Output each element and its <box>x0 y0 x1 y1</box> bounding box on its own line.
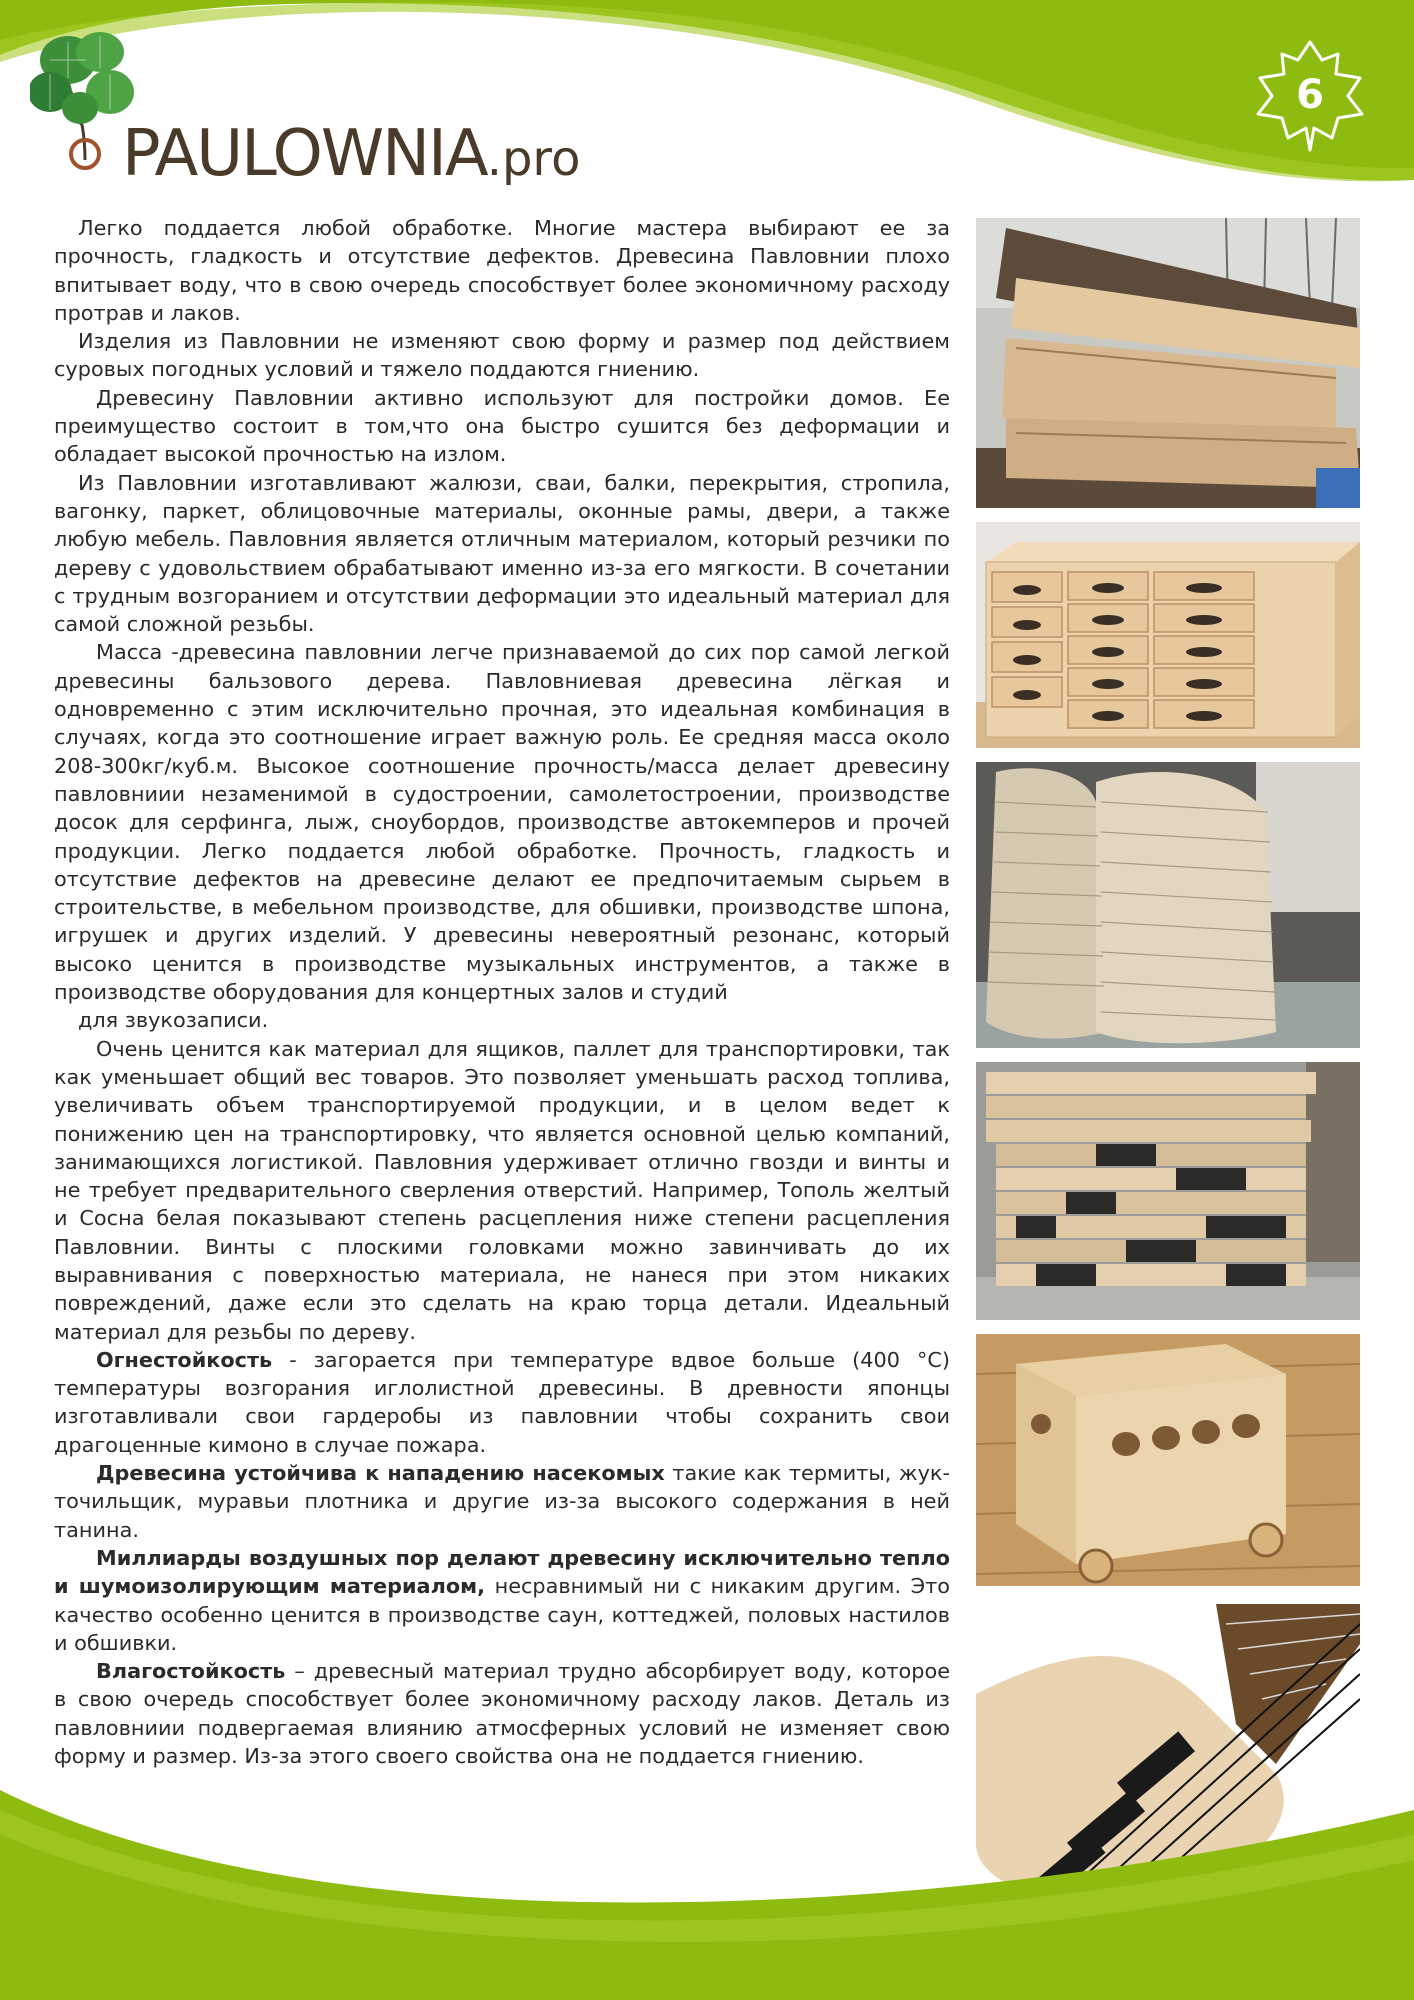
paragraph-mass-end: для звукозаписи. <box>78 1008 269 1033</box>
fire-text: - загорается при температуре вдвое больше (400 °C) температуры возгорания иглолистной древесины. В древности японцы изготавливали свои гардеробы из павловнии чтобы сохранить свои драгоценные кимоно в случае пожара. <box>54 1347 950 1457</box>
photo-drawers <box>976 522 1360 748</box>
paragraph-moisture <box>54 1657 950 1770</box>
paragraph-processing: Легко поддается любой обработке. Многие мастера выбирают ее за прочность, гладкость и отсутствие дефектов. Древесина Павловнии плохо впитывает воду, что в свою очередь способствует более экономичному расходу протрав и лаков. <box>54 216 950 325</box>
body-text <box>54 214 950 1770</box>
brand-logo <box>30 30 590 191</box>
paragraph-insects <box>54 1459 950 1544</box>
paragraph-mass: Масса -древесина павловнии легче признаваемой до сих пор самой легкой древесины бальзового дерева. Павловниевая древесина лёгкая и одновременно с этим исключительно прочная, это идеальная комбинация в случаях, когда это соотношение играет важную роль. Ее средняя масса около 208-300кг/куб.м. Высокое соотношение прочность/масса делает древесину павловниии незаменимой в судостроении, самолетостроении, производстве досок для серфинга, лыж, сноубордов, производстве автокемперов и прочей продукции. Легко поддается любой обработке. Прочность, гладкость и отсутствие дефектов на древесине делают ее предпочитаемым сырьем в строительстве, в мебельном производстве, для обшивки, производстве шпона, игрушек и других изделий. У древесины невероятный резонанс, который высоко ценится в производстве музыкальных инструментов, а также в производстве оборудования для концертных залов и студий <box>54 640 950 1005</box>
insulation-text: несравнимый ни с никаким другим. Это качество особенно ценится в производстве саун, коттеджей, половых настилов и обшивки. <box>54 1574 951 1655</box>
footer-wave <box>0 1790 1414 2000</box>
insects-heading: Древесина устойчива к нападению насекомых <box>96 1461 665 1486</box>
paragraph-boxes: Очень ценится как материал для ящиков, паллет для транспортировки, так как уменьшает общий вес товаров. Это позволяет уменьшать расход топлива, увеличивать объем транспортируемой продукции, и в целом ведет к понижению цен на транспортировку, что является основной целью компаний, занимающихся логистикой. Павловния удерживает отлично гвозди и винты и не требует предварительного сверления отверстий. Например, Тополь желтый и Сосна белая показывают степень расцепления ниже степени расцепления Павловнии. Винты с плоскими головками можно завинчивать до их выравнивания с поверхностью материала, не нанеся при этом никаких повреждений, даже если это сделать на краю торца детали. Идеальный материал для резьбы по дереву. <box>54 1036 950 1344</box>
photo-board-blanks <box>976 762 1360 1048</box>
page-number: 6 <box>1296 72 1324 118</box>
insects-text: такие как термиты, жук- точильщик, муравьи плотника и другие из-за высокого содержания в ней танина. <box>54 1461 950 1542</box>
paragraph-houses: Древесину Павловнии активно используют для постройки домов. Ее преимущество состоит в том,что она быстро сушится без деформации и обладает высокой прочностью на излом. <box>54 385 950 467</box>
paragraph-insulation <box>54 1544 950 1657</box>
paragraph-products: Из Павловнии изготавливают жалюзи, сваи, балки, перекрытия, стропила, вагонку, паркет, облицовочные материалы, оконные рамы, двери, а также любую мебель. Павловния является отличным материалом, который резчики по дереву с удовольствием обрабатывают именно из-за его мягкости. В сочетании с трудным возгоранием и отсутствии деформации это идеальный материал для самой сложной резьбы. <box>54 470 950 637</box>
moisture-heading: Влагостойкость <box>96 1659 286 1684</box>
brand-suffix: .pro <box>486 131 581 187</box>
brand-wordmark <box>122 117 581 191</box>
photo-logs <box>976 218 1360 508</box>
brand-name: PAULOWNIA <box>122 117 487 191</box>
moisture-text: – древесный материал трудно абсорбирует воду, которое в свою очередь способствует более экономичному расходу лаков. Деталь из павловниии подвергаемая влиянию атмосферных условий не изменяет свою форму и размер. Из-за этого своего свойства она не поддается гниению. <box>54 1659 950 1769</box>
photo-toy-box <box>976 1334 1360 1586</box>
fire-heading: Огнестойкость <box>96 1347 273 1372</box>
photo-stacked-planks <box>976 1062 1360 1320</box>
insulation-heading: Миллиарды воздушных пор делают древесину исключительно тепло и шумоизолирующим материалом, <box>54 1545 950 1599</box>
paragraph-fire <box>54 1346 950 1459</box>
paragraph-weather: Изделия из Павловнии не изменяют свою форму и размер под действием суровых погодных условий и тяжело поддаются гниению. <box>54 329 950 382</box>
